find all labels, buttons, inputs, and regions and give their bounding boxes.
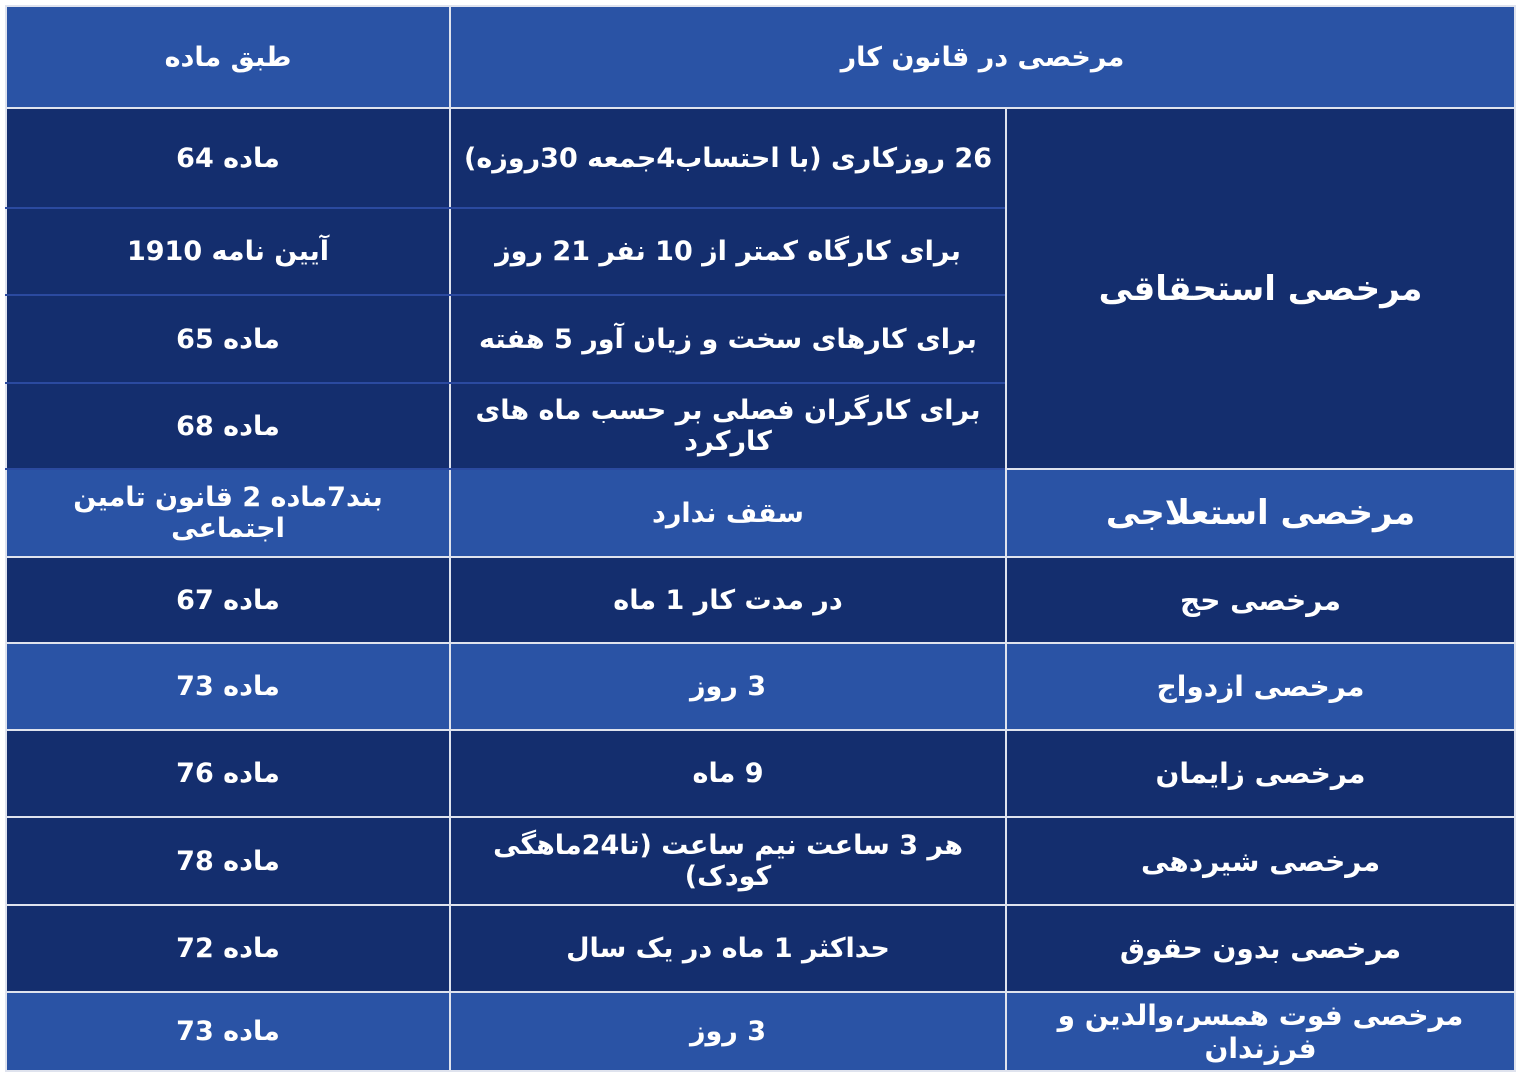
entitlement-article: ماده 64 [6,108,450,208]
entitlement-condition: برای کارگاه کمتر از 10 نفر 21 روز [450,208,1006,295]
header-leave-in-labor-law: مرخصی در قانون کار [450,6,1515,108]
leave-article: ماده 73 [6,992,450,1071]
entitlement-condition: برای کارگران فصلی بر حسب ماه های کارکرد [450,383,1006,469]
leave-article: ماده 78 [6,817,450,905]
leave-type-marriage: مرخصی ازدواج [1006,643,1515,730]
leave-type-breastfeeding: مرخصی شیردهی [1006,817,1515,905]
leave-duration: 3 روز [450,643,1006,730]
entitlement-condition: 26 روزکاری (با احتساب4جمعه 30روزه) [450,108,1006,208]
leave-article: بند7ماده 2 قانون تامین اجتماعی [6,469,450,557]
entitlement-article: ماده 65 [6,295,450,383]
leave-type-bereavement: مرخصی فوت همسر،والدین و فرزندان [1006,992,1515,1071]
leave-article: ماده 72 [6,905,450,992]
entitlement-leave-label: مرخصی استحقاقی [1006,108,1515,469]
leave-duration: 3 روز [450,992,1006,1071]
entitlement-condition: برای کارهای سخت و زیان آور 5 هفته [450,295,1006,383]
leave-article: ماده 73 [6,643,450,730]
leave-article: ماده 76 [6,730,450,817]
leave-duration: سقف ندارد [450,469,1006,557]
leave-type-unpaid: مرخصی بدون حقوق [1006,905,1515,992]
leave-type-maternity: مرخصی زایمان [1006,730,1515,817]
entitlement-article: ماده 68 [6,383,450,469]
leave-table-container [5,5,1514,1070]
leave-duration: حداکثر 1 ماه در یک سال [450,905,1006,992]
leave-type-hajj: مرخصی حج [1006,557,1515,643]
leave-article: ماده 67 [6,557,450,643]
leave-duration: در مدت کار 1 ماه [450,557,1006,643]
entitlement-article: آیین نامه 1910 [6,208,450,295]
leave-table [5,5,1516,1072]
leave-duration: 9 ماه [450,730,1006,817]
header-according-to-article: طبق ماده [6,6,450,108]
leave-type-sick: مرخصی استعلاجی [1006,469,1515,557]
leave-duration: هر 3 ساعت نیم ساعت (تا24ماهگی کودک) [450,817,1006,905]
